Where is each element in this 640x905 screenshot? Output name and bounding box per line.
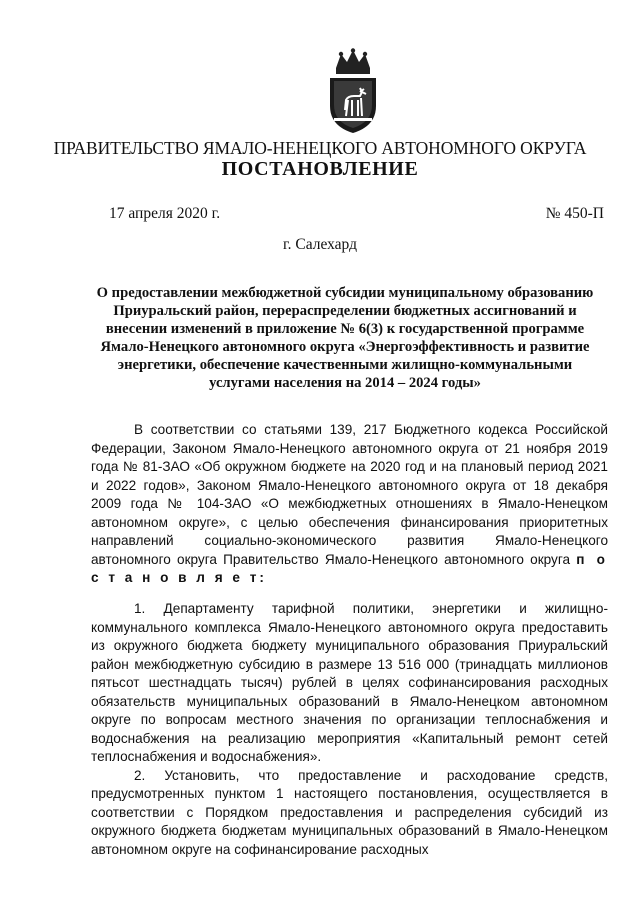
decree-item-2: 2. Установить, что предоставление и расходование средств, предусмотренных пунктом 1 настоящего постановления, осуществляется в соответствии с Порядком предоставления и распределения субсидий из окружного бюджета бюджетам муниципальных образований в Ямало-Ненецком автономном округе на софинансирование расходных [91,767,608,857]
decree-word: п о с т а н о в л я е т: [91,551,608,585]
organization-name: ПРАВИТЕЛЬСТВО ЯМАЛО-НЕНЕЦКОГО АВТОНОМНОГО ОКРУГА [53,138,587,158]
document-number: № 450-П [545,205,604,222]
preamble-paragraph [91,421,608,588]
coat-of-arms-emblem [324,48,382,134]
decree-items [91,600,608,859]
document-date: 17 апреля 2020 г. [109,205,221,222]
preamble-text: В соответствии со статьями 139, 217 Бюджетного кодекса Российской Федерации, Законом Ямало-Ненецкого автономного округа от 21 ноября 2019 года № 81-ЗАО «Об окружном бюджете на 2020 год и на плановый период 2021 и 2022 годов», Законом Ямало-Ненецкого автономного округа от 18 декабря 2009 года № 104-ЗАО «О межбюджетных отношениях в Ямало-Ненецком автономном округе», с целью обеспечения финансирования приоритетных направлений социально-экономического развития Ямало-Ненецкого автономного округа Правительство Ямало-Ненецкого автономного округа [91,422,608,567]
document-type: ПОСТАНОВЛЕНИЕ [221,158,419,180]
preamble [91,421,608,588]
document-title: О предоставлении межбюджетной субсидии муниципальному образованию Приуральский район, перераспределении бюджетных ассигнований и внесении изменений в приложение № 6(3) к государственной программе Ямало-Ненецкого автономного округа «Энергоэффективность и развитие энергетики, обеспечение качественными жилищно-коммунальными услугами населения на 2014 – 2024 годы» [96,285,594,392]
document-city: г. Салехард [283,236,357,253]
decree-item-1: 1. Департаменту тарифной политики, энергетики и жилищно-коммунального комплекса Ямало-Ненецкого автономного округа предоставить из окружного бюджета бюджету муниципального образования Приуральский район межбюджетную субсидию в размере 13 516 000 (тринадцать миллионов пятьсот шестнадцать тысяч) рублей в целях софинансирования расходных обязательств муниципальных образований в Ямало-Ненецком автономном округе по вопросам местного значения по организации теплоснабжения и водоснабжения на реализацию мероприятия «Капитальный ремонт сетей теплоснабжения и водоснабжения». [91,601,608,764]
yamal-nenets-coat-of-arms-icon [324,48,382,134]
